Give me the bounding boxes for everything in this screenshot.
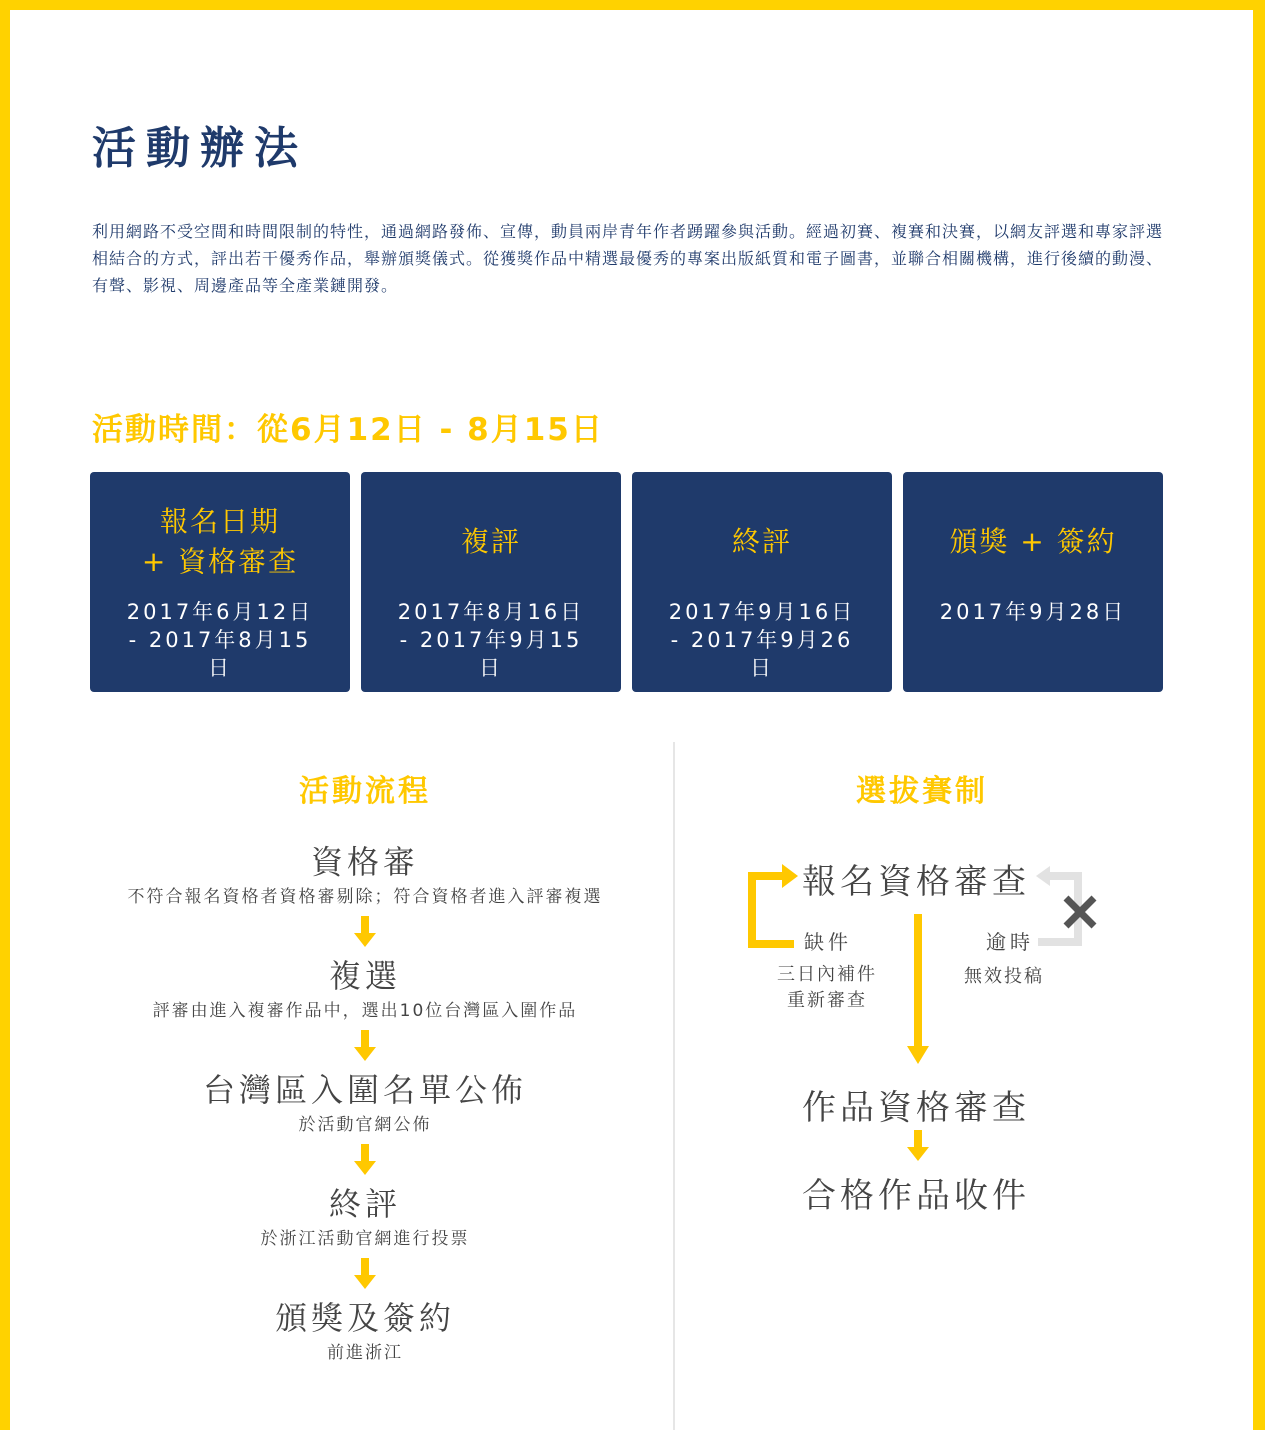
schedule-card-title: 頒獎 + 簽約 [949,525,1117,558]
process-step [90,1296,640,1366]
process-step [90,840,640,910]
column-divider [673,742,675,1430]
schedule-card-date: 2017年9月16日 - 2017年9月26 日 [668,600,856,680]
arrow-down-icon [907,914,929,1064]
schedule-card-registration [90,472,350,692]
process-step-title: 複選 [328,957,401,995]
late-label: 逾時 [986,930,1034,954]
process-step [90,954,640,1024]
selection-title: 選拔賽制 [856,774,988,809]
schedule-card-award [903,472,1163,692]
process-step [90,1182,640,1252]
arrow-down-icon [354,916,376,948]
process-step [90,1068,640,1138]
process-step-desc: 於浙江活動官網進行投票 [260,1229,470,1249]
schedule-card-second-review [361,472,621,692]
process-title: 活動流程 [299,774,431,809]
process-step-title: 台灣區入圍名單公佈 [202,1071,527,1109]
late-desc: 無效投稿 [964,966,1044,987]
schedule-card-date: 2017年6月12日 - 2017年8月15 日 [126,600,314,680]
process-flow [90,840,640,1366]
missing-docs-label: 缺件 [804,930,852,954]
process-step-title: 資格審 [310,843,419,881]
arrow-down-icon [354,1258,376,1290]
schedule-card-title: 終評 [731,525,792,558]
arrow-down-icon [907,1130,929,1162]
process-step-desc: 不符合報名資格者資格審剔除；符合資格者進入評審複選 [127,887,603,907]
page-title: 活動辦法 [92,123,308,174]
schedule-card-title: 複評 [460,525,521,558]
selection-diagram [740,840,1140,1240]
arrow-down-icon [354,1030,376,1062]
loop-back-arrow-icon [748,864,808,948]
registration-review-label: 報名資格審查 [802,862,1030,902]
schedule-card-date: 2017年9月28日 [939,600,1127,624]
schedule-card-date: 2017年8月16日 - 2017年9月15 日 [397,600,585,680]
schedule-card-final-review [632,472,892,692]
schedule-card-title: 報名日期 + 資格審查 [141,505,299,578]
event-time: 活動時間：從6月12日 - 8月15日 [92,412,604,448]
missing-docs-desc: 三日內補件 重新審查 [777,964,877,1011]
accepted-label: 合格作品收件 [802,1176,1030,1216]
arrow-down-icon [354,1144,376,1176]
process-step-title: 頒獎及簽約 [274,1299,455,1337]
process-step-desc: 前進浙江 [327,1343,403,1363]
schedule-cards [90,472,1163,692]
work-review-label: 作品資格審查 [802,1088,1030,1128]
process-step-title: 終評 [328,1185,401,1223]
process-step-desc: 於活動官網公佈 [298,1115,432,1135]
process-step-desc: 評審由進入複審作品中，選出10位台灣區入圍作品 [152,1001,578,1021]
intro-text: 利用網路不受空間和時間限制的特性，通過網路發佈、宣傳，動員兩岸青年作者踴躍參與活動。經過初賽、複賽和決賽，以網友評選和專家評選相結合的方式，評出若干優秀作品，舉辦頒獎儀式。從獲獎作品中精選最優秀的專案出版紙質和電子圖書，並聯合相關機構，進行後續的動漫、有聲、影視、周邊產品等全產業鏈開發。 [92,222,1164,295]
